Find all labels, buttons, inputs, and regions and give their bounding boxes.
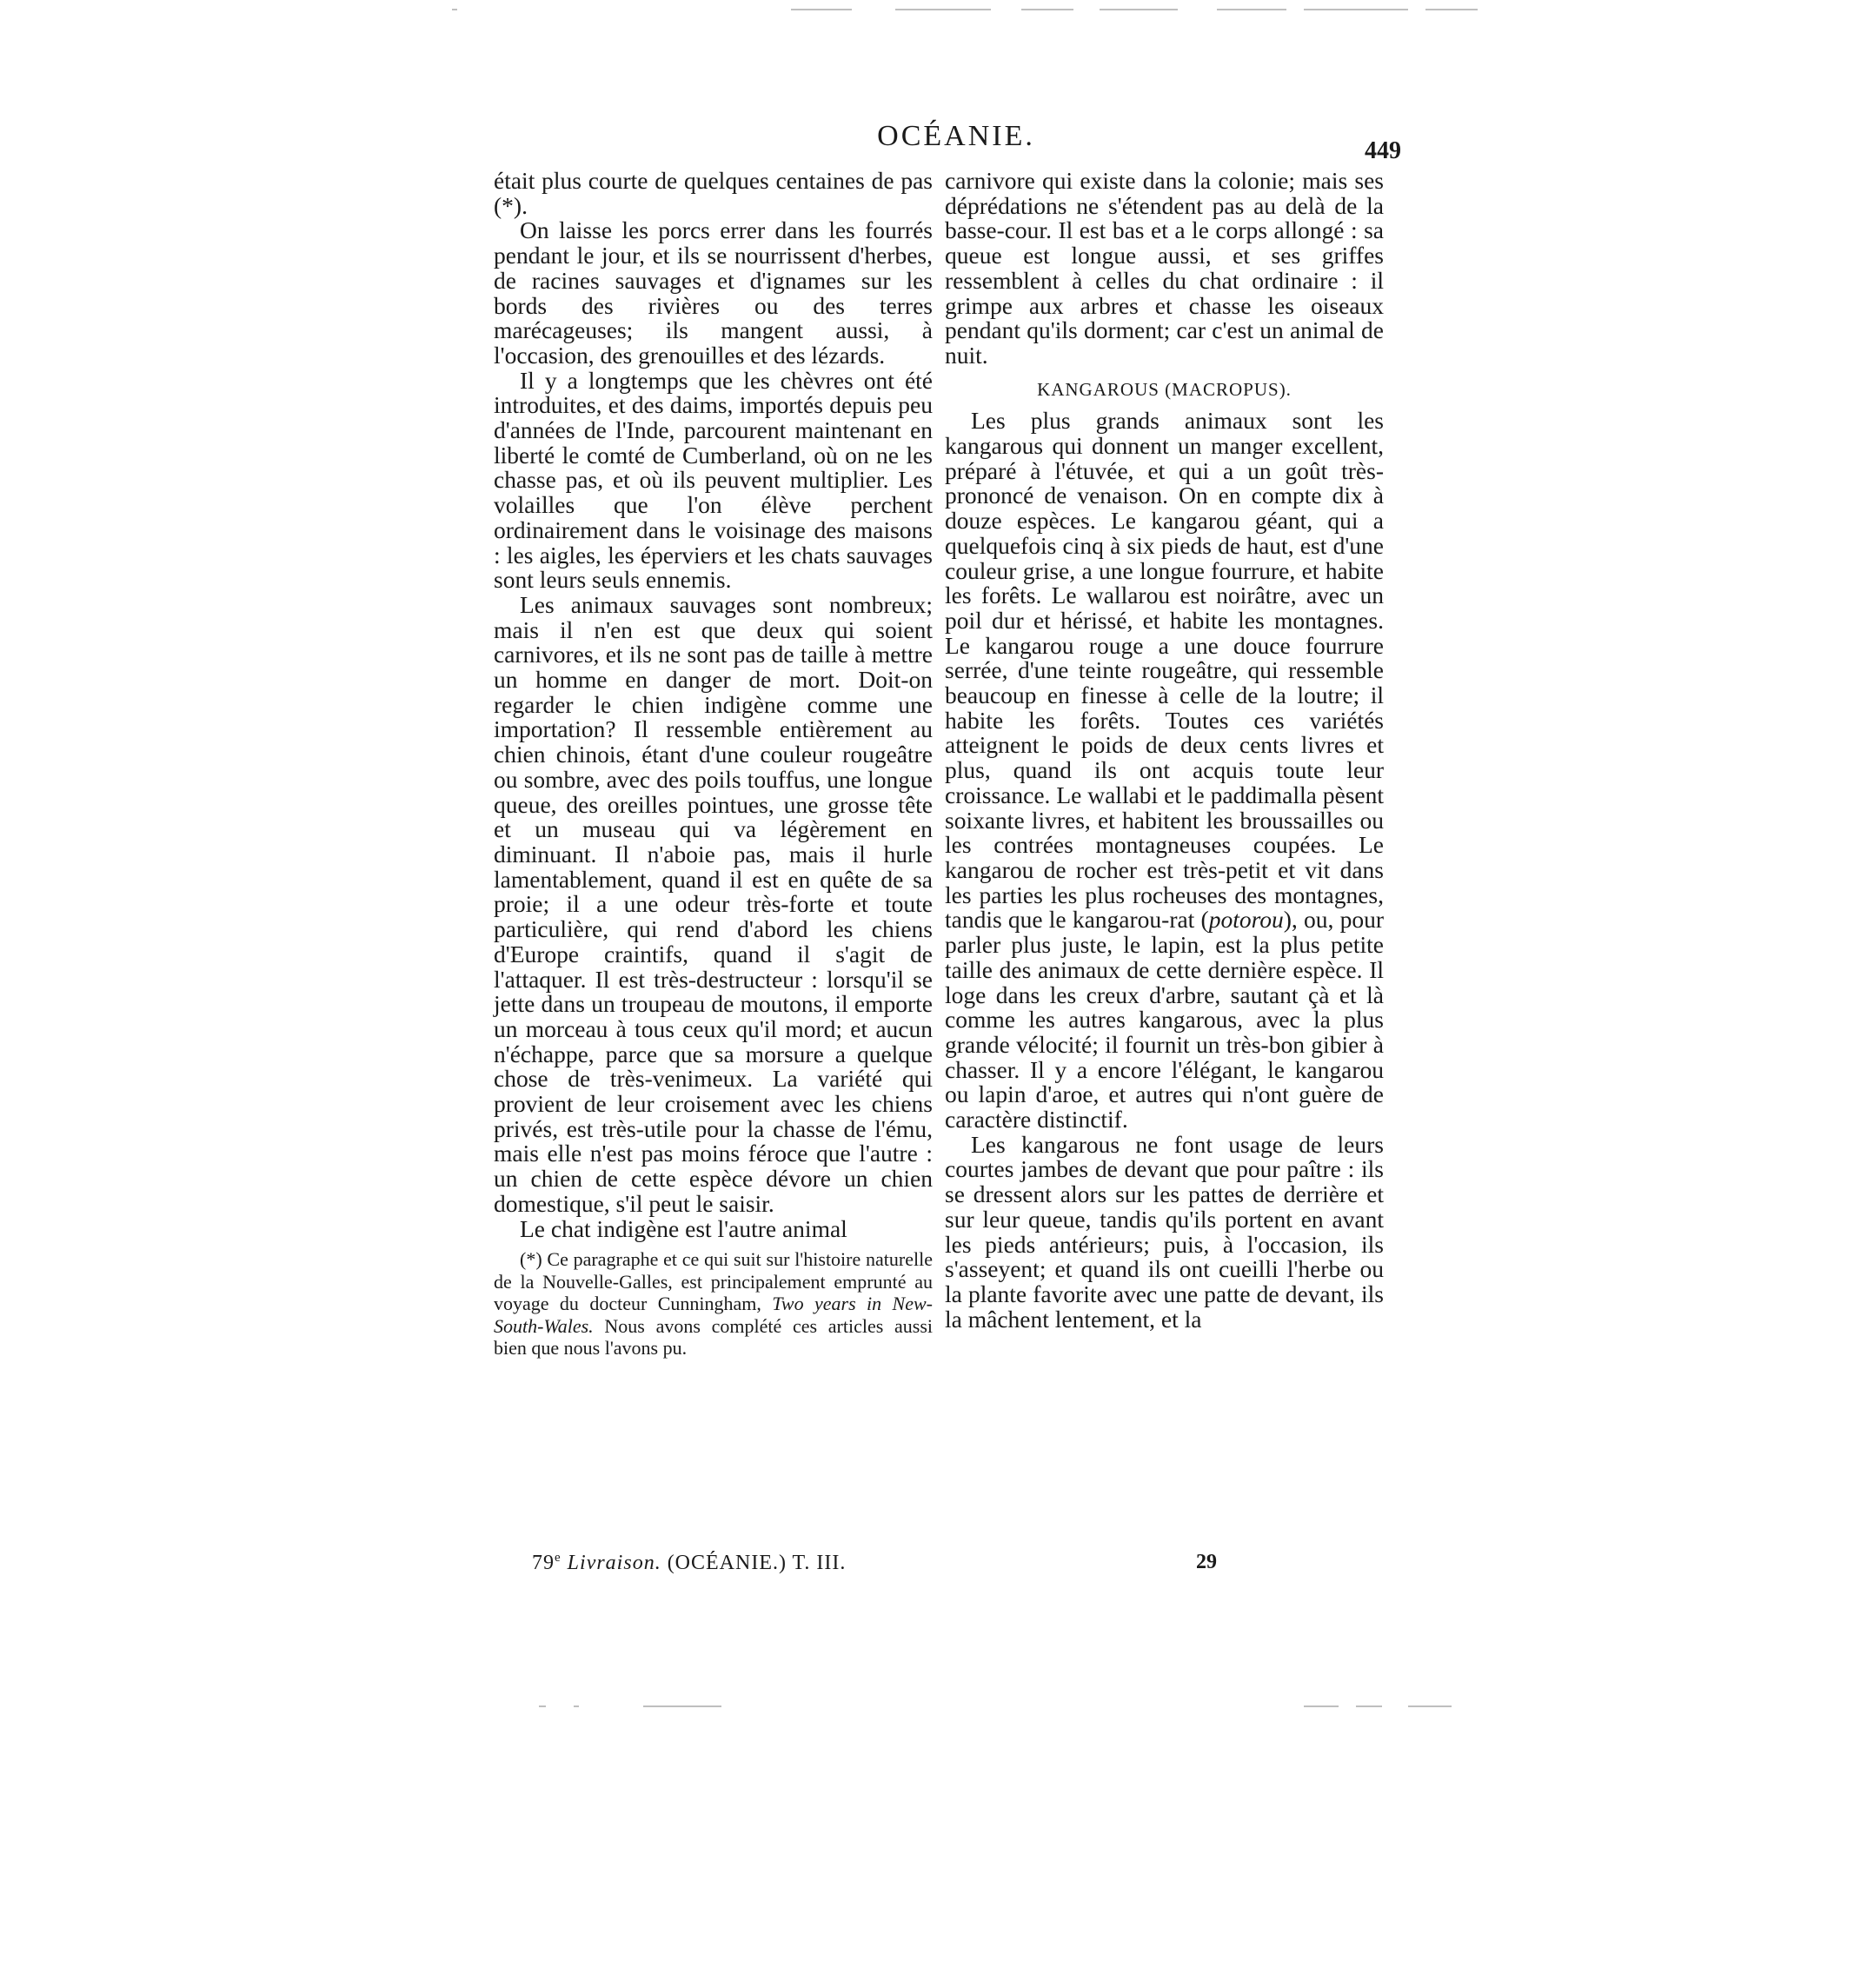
footnote-text-end: Nous avons complété ces articles aussi bien que nous l'avons pu. <box>494 1314 933 1360</box>
paragraph: On laisse les porcs errer dans les fourrés pendant le jour, et ils se nourrissent d'herbes, de racines sauvages et d'ignames sur les bords des rivières ou des terres marécageuses; ils mangent aussi, à l'occasion, des grenouilles et des lézards. <box>494 216 933 369</box>
paragraph: carnivore qui existe dans la colonie; mais ses déprédations ne s'étendent pas au delà de la basse-cour. Il est bas et a le corps allongé : sa queue est longue aussi, et ses griffes ressemblent à celles du chat ordinaire : il grimpe aux arbres et chasse les oiseaux pendant qu'ils dorment; car c'est un animal de nuit. <box>945 167 1384 369</box>
livraison-label: Livraison. <box>567 1552 661 1574</box>
paragraph: Les kangarous ne font usage de leurs courtes jambes de devant que pour paître : ils se dressent alors sur les pattes de derrière et sur leur queue, tandis qu'ils portent en avant les pieds antérieurs; puis, à l'occasion, ils s'asseyent; et quand ils ont cueilli l'herbe ou la plante favorite avec une patte de devant, ils la mâchent lentement, et la <box>945 1130 1384 1333</box>
scan-artifact-top <box>0 9 1854 14</box>
footnote-book-title: Two years in New-South-Wales. <box>494 1293 933 1337</box>
paragraph-text-end: ), ou, pour parler plus juste, le lapin, est la plus petite taille des animaux de cette dernière espèce. Il loge dans les creux d'arbre, sautant çà et là comme les autres kangarous, avec la plus grande vélocité; il fournit un très-bon gibier à chasser. Il y a encore l'élégant, le kangarou ou lapin d'aroe, et autres qui n'ont guère de caractère distinctif. <box>945 906 1384 1134</box>
page-number: 449 <box>1365 137 1401 164</box>
paragraph <box>945 409 1384 1132</box>
issue-suffix: e <box>555 1551 562 1565</box>
left-column <box>494 169 933 1360</box>
paragraph: était plus courte de quelques centaines de pas (*). <box>494 167 933 219</box>
italic-term: potorou <box>1208 906 1284 934</box>
section-heading: KANGAROUS (MACROPUS). <box>1037 378 1292 400</box>
right-column <box>945 169 1384 1332</box>
footnote-text: (*) Ce paragraphe et ce qui suit sur l'histoire naturelle de la Nouvelle-Galles, est principalement emprunté au voyage du docteur Cunningham, <box>494 1248 933 1315</box>
paragraph: Il y a longtemps que les chèvres ont été introduites, et des daims, importés depuis peu d'années de l'Inde, parcourent maintenant en liberté le comté de Cumberland, où on ne les chasse pas, et où ils peuvent multiplier. Les volailles que l'on élève perchent ordinairement dans le voisinage des maisons : les aigles, les éperviers et les chats sauvages sont leurs seuls ennemis. <box>494 366 933 594</box>
issue-number: 79 <box>532 1552 555 1574</box>
volume-label: (OCÉANIE.) T. III. <box>667 1552 847 1574</box>
signature-mark: 29 <box>1196 1551 1217 1573</box>
paragraph: Le chat indigène est l'autre animal <box>520 1214 847 1242</box>
paragraph-text: Les plus grands animaux sont les kangarous qui donnent un manger excellent, préparé à l'étuvée, et qui a un goût très-prononcé de venaison. On en compte dix à douze espèces. Le kangarou géant, qui a quelquefois cinq à six pieds de haut, est d'une couleur grise, a une longue fourrure, et habite les forêts. Le wallarou est noirâtre, avec un poil dur et hérissé, et habite les montagnes. Le kangarou rouge a une douce fourrure serrée, d'une teinte rougeâtre, qui ressemble beaucoup en finesse à celle de la loutre; il habite les forêts. Toutes ces variétés atteignent le poids de deux cents livres et plus, quand ils ont acquis toute leur croissance. Le wallabi et le paddimalla pèsent soixante livres, et habitent les broussailles ou les contrées montagneuses coupées. Le kangarou de rocher est très-petit et vit dans les parties les plus rocheuses des montagnes, tandis que le kangarou-rat ( <box>945 407 1384 934</box>
footnote <box>494 1248 933 1360</box>
scan-artifact-bottom <box>0 1705 1854 1711</box>
paragraph: Les animaux sauvages sont nombreux; mais il n'en est que deux qui soient carnivores, et ils ne sont pas de taille à mettre un homme en danger de mort. Doit-on regarder le chien indigène comme une importation? Il ressemble entièrement au chien chinois, étant d'une couleur rougeâtre ou sombre, avec des poils touffus, une longue queue, des oreilles pointues, une grosse tête et un museau qui va légèrement en diminuant. Il n'aboie pas, mais il hurle lamentablement, quand il est en quête de sa proie; il a une odeur très-forte et toute particulière, qui rend d'abord les chiens d'Europe craintifs, quand il s'agit de l'attaquer. Il est très-destructeur : lorsqu'il se jette dans un troupeau de moutons, il emporte un morceau à tous ceux qu'il mord; et aucun n'échappe, parce que sa morsure a quelque chose de très-venimeux. La variété qui provient de leur croisement avec les chiens privés, est très-utile pour la chasse de l'ému, mais elle n'est pas moins féroce que l'autre : un chien de cette espèce dévore un chien domestique, s'il peut le saisir. <box>494 590 933 1217</box>
running-head-title: OCÉANIE. <box>877 120 1035 152</box>
footer-issue <box>532 1551 846 1575</box>
